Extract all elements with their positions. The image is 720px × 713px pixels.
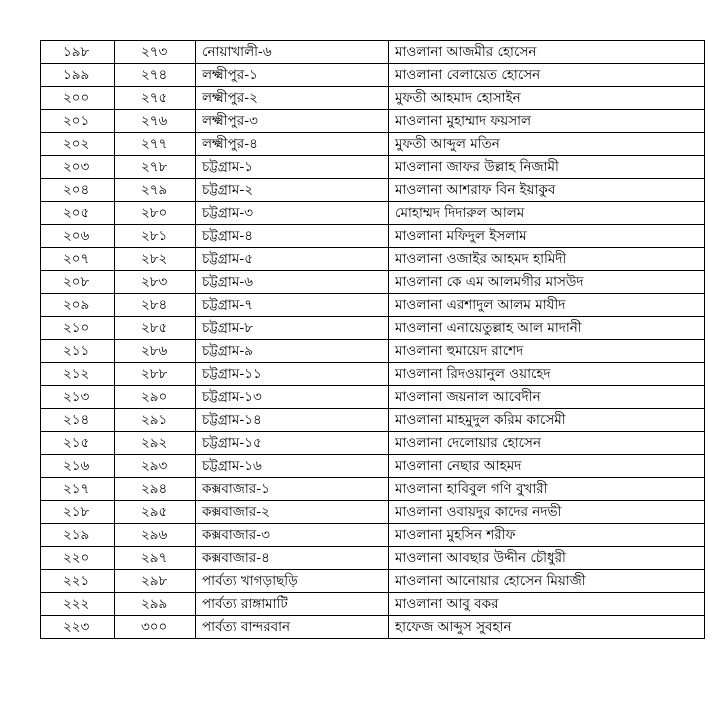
seat-number-cell: ২৭৭ (115, 133, 196, 156)
table-row (41, 225, 705, 248)
constituency-cell: কক্সবাজার-৪ (196, 547, 389, 570)
serial-number-cell: ২১৪ (41, 409, 115, 432)
candidate-name-cell: মাওলানা জয়নাল আবেদীন (389, 386, 705, 409)
constituency-cell: চট্টগ্রাম-৭ (196, 294, 389, 317)
seat-number-cell: ২৯৪ (115, 478, 196, 501)
constituency-cell: কক্সবাজার-২ (196, 501, 389, 524)
serial-number-cell: ২০৯ (41, 294, 115, 317)
seat-number-cell: ২৭৮ (115, 156, 196, 179)
serial-number-cell: ২০৭ (41, 248, 115, 271)
constituency-cell: পার্বত্য বান্দরবান (196, 616, 389, 639)
seat-number-cell: ২৯৩ (115, 455, 196, 478)
constituency-cell: চট্টগ্রাম-৫ (196, 248, 389, 271)
constituency-cell: কক্সবাজার-৩ (196, 524, 389, 547)
table-row (41, 133, 705, 156)
candidate-name-cell: মাওলানা আবছার উদ্দীন চৌধুরী (389, 547, 705, 570)
seat-number-cell: ২৮৮ (115, 363, 196, 386)
candidate-name-cell: মাওলানা নেছার আহমদ (389, 455, 705, 478)
table-row (41, 271, 705, 294)
constituency-cell: চট্টগ্রাম-২ (196, 179, 389, 202)
candidate-name-cell: মাওলানা এরশাদুল আলম মাযীদ (389, 294, 705, 317)
table-row (41, 455, 705, 478)
table-row (41, 64, 705, 87)
serial-number-cell: ১৯৯ (41, 64, 115, 87)
seat-number-cell: ২৯৫ (115, 501, 196, 524)
candidate-name-cell: মাওলানা ওজাইর আহমদ হামিদী (389, 248, 705, 271)
constituency-cell: চট্টগ্রাম-১৩ (196, 386, 389, 409)
constituency-cell: চট্টগ্রাম-১১ (196, 363, 389, 386)
table-row (41, 570, 705, 593)
serial-number-cell: ২১৩ (41, 386, 115, 409)
table-row (41, 363, 705, 386)
seat-number-cell: ২৯৮ (115, 570, 196, 593)
candidate-name-cell: মুফতী আহমাদ হোসাইন (389, 87, 705, 110)
seat-number-cell: ২৯৯ (115, 593, 196, 616)
serial-number-cell: ২১২ (41, 363, 115, 386)
constituency-cell: পার্বত্য খাগড়াছড়ি (196, 570, 389, 593)
serial-number-cell: ২০২ (41, 133, 115, 156)
table-row (41, 478, 705, 501)
serial-number-cell: ২১৬ (41, 455, 115, 478)
serial-number-cell: ২০৮ (41, 271, 115, 294)
candidate-name-cell: মোহাম্মদ দিদারুল আলম (389, 202, 705, 225)
serial-number-cell: ২১৫ (41, 432, 115, 455)
candidate-name-cell: মাওলানা বেলায়েত হোসেন (389, 64, 705, 87)
seat-number-cell: ৩০০ (115, 616, 196, 639)
table-row (41, 110, 705, 133)
constituency-cell: চট্টগ্রাম-৩ (196, 202, 389, 225)
candidate-name-cell: মাওলানা ওবায়দুর কাদের নদভী (389, 501, 705, 524)
candidate-name-cell: মুফতী আব্দুল মতিন (389, 133, 705, 156)
serial-number-cell: ২০৩ (41, 156, 115, 179)
constituency-cell: লক্ষ্মীপুর-১ (196, 64, 389, 87)
table-row (41, 386, 705, 409)
candidate-name-cell: মাওলানা মফিদুল ইসলাম (389, 225, 705, 248)
table-row (41, 340, 705, 363)
table-row (41, 547, 705, 570)
serial-number-cell: ২১৭ (41, 478, 115, 501)
serial-number-cell: ২১০ (41, 317, 115, 340)
table-row (41, 179, 705, 202)
candidate-name-cell: মাওলানা কে এম আলমগীর মাসউদ (389, 271, 705, 294)
serial-number-cell: ২২২ (41, 593, 115, 616)
table-row (41, 524, 705, 547)
table-row (41, 501, 705, 524)
constituency-cell: লক্ষ্মীপুর-৪ (196, 133, 389, 156)
table-row (41, 616, 705, 639)
candidate-name-cell: মাওলানা আজমীর হোসেন (389, 41, 705, 64)
serial-number-cell: ২২০ (41, 547, 115, 570)
seat-number-cell: ২৯৬ (115, 524, 196, 547)
constituency-cell: লক্ষ্মীপুর-৩ (196, 110, 389, 133)
constituency-cell: চট্টগ্রাম-৮ (196, 317, 389, 340)
seat-number-cell: ২৮১ (115, 225, 196, 248)
candidate-name-cell: মাওলানা জাফর উল্লাহ নিজামী (389, 156, 705, 179)
constituency-cell: লক্ষ্মীপুর-২ (196, 87, 389, 110)
table-row (41, 593, 705, 616)
serial-number-cell: ২০৬ (41, 225, 115, 248)
seat-number-cell: ২৮৫ (115, 317, 196, 340)
table-row (41, 248, 705, 271)
constituency-cell: চট্টগ্রাম-১৫ (196, 432, 389, 455)
candidate-name-cell: মাওলানা এনায়েতুল্লাহ আল মাদানী (389, 317, 705, 340)
serial-number-cell: ২১৮ (41, 501, 115, 524)
constituency-cell: কক্সবাজার-১ (196, 478, 389, 501)
constituency-cell: চট্টগ্রাম-১৪ (196, 409, 389, 432)
candidate-name-cell: মাওলানা দেলোয়ার হোসেন (389, 432, 705, 455)
seat-number-cell: ২৭৩ (115, 41, 196, 64)
seat-number-cell: ২৭৬ (115, 110, 196, 133)
candidate-name-cell: মাওলানা হুমায়েদ রাশেদ (389, 340, 705, 363)
constituency-cell: পার্বত্য রাঙ্গামাটি (196, 593, 389, 616)
candidate-name-cell: মাওলানা মাহমুদুল করিম কাসেমী (389, 409, 705, 432)
serial-number-cell: ২১১ (41, 340, 115, 363)
seat-number-cell: ২৮৪ (115, 294, 196, 317)
table-row (41, 409, 705, 432)
seat-number-cell: ২৯০ (115, 386, 196, 409)
seat-number-cell: ২৯৭ (115, 547, 196, 570)
table-row (41, 41, 705, 64)
serial-number-cell: ২১৯ (41, 524, 115, 547)
serial-number-cell: ২০১ (41, 110, 115, 133)
seat-number-cell: ২৮০ (115, 202, 196, 225)
candidate-name-cell: মাওলানা হাবিবুল গণি বুখারী (389, 478, 705, 501)
seat-number-cell: ২৭৫ (115, 87, 196, 110)
candidate-name-cell: মাওলানা মুহাম্মাদ ফয়সাল (389, 110, 705, 133)
constituency-cell: চট্টগ্রাম-১ (196, 156, 389, 179)
candidate-name-cell: হাফেজ আব্দুস সুবহান (389, 616, 705, 639)
table-row (41, 156, 705, 179)
constituency-cell: চট্টগ্রাম-৬ (196, 271, 389, 294)
seat-number-cell: ২৮৬ (115, 340, 196, 363)
serial-number-cell: ২০০ (41, 87, 115, 110)
seat-number-cell: ২৭৯ (115, 179, 196, 202)
candidate-name-cell: মাওলানা আশরাফ বিন ইয়াকুব (389, 179, 705, 202)
serial-number-cell: ২২১ (41, 570, 115, 593)
constituency-cell: চট্টগ্রাম-১৬ (196, 455, 389, 478)
table-row (41, 432, 705, 455)
candidate-name-cell: মাওলানা আনোয়ার হোসেন মিয়াজী (389, 570, 705, 593)
serial-number-cell: ২০৫ (41, 202, 115, 225)
constituency-cell: চট্টগ্রাম-৪ (196, 225, 389, 248)
seat-number-cell: ২৯১ (115, 409, 196, 432)
candidate-list-body (41, 41, 705, 639)
seat-number-cell: ২৭৪ (115, 64, 196, 87)
serial-number-cell: ২২৩ (41, 616, 115, 639)
table-row (41, 317, 705, 340)
candidate-name-cell: মাওলানা মুহসিন শরীফ (389, 524, 705, 547)
candidate-list-table (40, 40, 705, 639)
serial-number-cell: ১৯৮ (41, 41, 115, 64)
candidate-name-cell: মাওলানা রিদওয়ানুল ওয়াহেদ (389, 363, 705, 386)
table-row (41, 294, 705, 317)
seat-number-cell: ২৮২ (115, 248, 196, 271)
serial-number-cell: ২০৪ (41, 179, 115, 202)
candidate-name-cell: মাওলানা আবু বকর (389, 593, 705, 616)
seat-number-cell: ২৮৩ (115, 271, 196, 294)
table-row (41, 87, 705, 110)
table-row (41, 202, 705, 225)
constituency-cell: চট্টগ্রাম-৯ (196, 340, 389, 363)
constituency-cell: নোয়াখালী-৬ (196, 41, 389, 64)
seat-number-cell: ২৯২ (115, 432, 196, 455)
